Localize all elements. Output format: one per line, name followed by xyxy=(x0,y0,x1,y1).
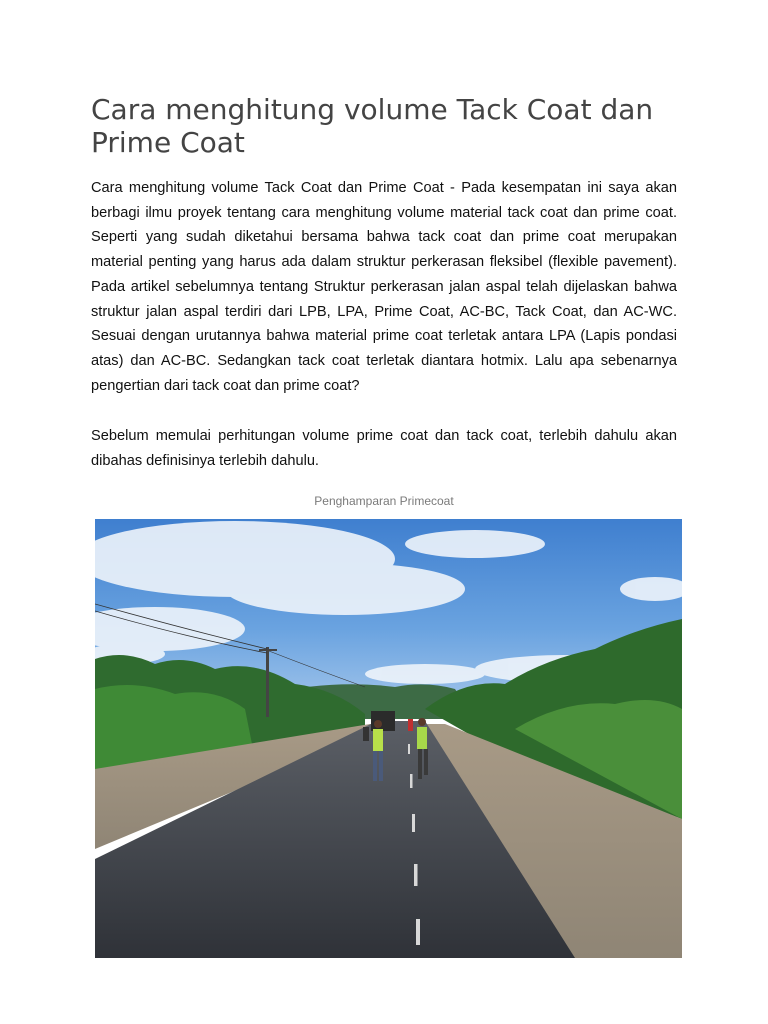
article-paragraph-intro: Cara menghitung volume Tack Coat dan Prime Coat - Pada kesempatan ini saya akan berbagi ilmu proyek tentang cara menghitung volume material tack coat dan prime coat. Seperti yang sudah diketahui bersama bahwa tack coat dan prime coat merupakan material penting yang harus ada dalam struktur perkerasan fleksibel (flexible pavement). Pada artikel sebelumnya tentang Struktur perkerasan jalan aspal telah dijelaskan bahwa struktur jalan aspal terdiri dari LPB, LPA, Prime Coat, AC-BC, Tack Coat, dan AC-WC. Sesuai dengan urutannya bahwa material prime coat terletak antara LPA (Lapis pondasi atas) dan AC-BC. Sedangkan tack coat terletak diantara hotmix. Lalu apa sebenarnya pengertian dari tack coat dan prime coat? xyxy=(91,180,677,394)
road-photo xyxy=(95,519,682,958)
article-title: Cara menghitung volume Tack Coat dan Prime Coat xyxy=(91,93,654,159)
article-paragraph-definition: Sebelum memulai perhitungan volume prime coat dan tack coat, terlebih dahulu akan dibahas definisinya terlebih dahulu. xyxy=(91,428,677,469)
figure-caption: Penghamparan Primecoat xyxy=(314,494,454,508)
